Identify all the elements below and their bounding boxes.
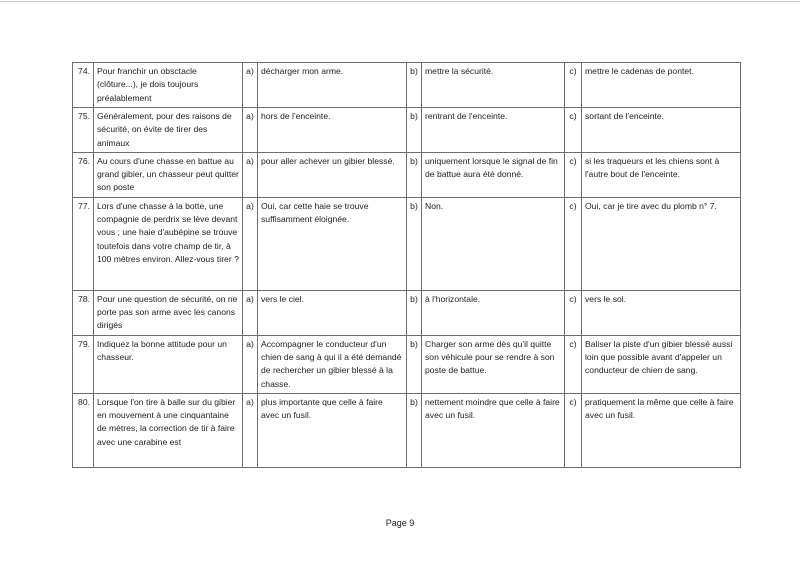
question-number: 77. <box>73 197 94 290</box>
answer-c-label: c) <box>565 152 582 197</box>
answer-a-label: a) <box>243 108 258 153</box>
question-number: 74. <box>73 63 94 108</box>
question-row <box>73 108 741 153</box>
answer-a-label: a) <box>243 290 258 335</box>
answer-b-label: b) <box>407 290 422 335</box>
question-number: 79. <box>73 335 94 393</box>
question-number: 80. <box>73 393 94 467</box>
answer-a-label: a) <box>243 393 258 467</box>
answer-c-label: c) <box>565 63 582 108</box>
answer-c-text: pratiquement la même que celle à faire avec un fusil. <box>582 393 741 467</box>
question-text: Au cours d'une chasse en battue au grand gibier, un chasseur peut quitter son poste <box>94 152 243 197</box>
question-row <box>73 393 741 467</box>
answer-b-label: b) <box>407 335 422 393</box>
answer-c-label: c) <box>565 335 582 393</box>
question-text: Lors d'une chasse à la botte, une compagnie de perdrix se lève devant vous ; une haie d'aubépine se trouve toutefois dans votre champ de tir, à 100 mètres environ. Allez-vous tirer ? <box>94 197 243 290</box>
question-text: Pour franchir un obsctacle (clôture...), je dois toujours préalablement <box>94 63 243 108</box>
answer-b-label: b) <box>407 197 422 290</box>
answer-b-text: mettre la sécurité. <box>422 63 565 108</box>
question-text: Indiquez la bonne attitude pour un chasseur. <box>94 335 243 393</box>
answer-a-text: décharger mon arme. <box>258 63 407 108</box>
question-number: 76. <box>73 152 94 197</box>
answer-b-label: b) <box>407 108 422 153</box>
answer-a-text: Accompagner le conducteur d'un chien de sang à qui il a été demandé de rechercher un gibier blessé à la chasse. <box>258 335 407 393</box>
question-row <box>73 197 741 290</box>
answer-c-label: c) <box>565 393 582 467</box>
answer-b-text: Non. <box>422 197 565 290</box>
answer-a-label: a) <box>243 197 258 290</box>
answer-c-text: vers le sol. <box>582 290 741 335</box>
answer-a-text: Oui, car cette haie se trouve suffisamment éloignée. <box>258 197 407 290</box>
answer-b-text: Charger son arme dès qu'il quitte son véhicule pour se rendre à son poste de battue. <box>422 335 565 393</box>
answer-b-text: uniquement lorsque le signal de fin de battue aura été donné. <box>422 152 565 197</box>
page-number: Page 9 <box>385 518 415 528</box>
question-row <box>73 152 741 197</box>
question-table <box>72 62 741 468</box>
answer-a-label: a) <box>243 63 258 108</box>
question-row <box>73 335 741 393</box>
question-row <box>73 290 741 335</box>
answer-c-label: c) <box>565 197 582 290</box>
answer-c-text: mettre le cadenas de pontet. <box>582 63 741 108</box>
answer-b-text: nettement moindre que celle à faire avec un fusil. <box>422 393 565 467</box>
answer-a-text: pour aller achever un gibier blessé. <box>258 152 407 197</box>
answer-b-text: rentrant de l'enceinte. <box>422 108 565 153</box>
answer-a-label: a) <box>243 152 258 197</box>
question-text: Lorsque l'on tire à balle sur du gibier en mouvement à une cinquantaine de mètres, la correction de tir à faire avec une carabine est <box>94 393 243 467</box>
answer-a-text: hors de l'enceinte. <box>258 108 407 153</box>
answer-a-text: plus importante que celle à faire avec un fusil. <box>258 393 407 467</box>
answer-c-text: si les traqueurs et les chiens sont à l'autre bout de l'enceinte. <box>582 152 741 197</box>
top-border-line <box>0 1 800 2</box>
answer-c-text: Oui, car je tire avec du plomb n° 7. <box>582 197 741 290</box>
question-number: 75. <box>73 108 94 153</box>
question-text: Pour une question de sécurité, on ne porte pas son arme avec les canons dirigés <box>94 290 243 335</box>
answer-b-label: b) <box>407 63 422 108</box>
answer-c-label: c) <box>565 108 582 153</box>
answer-b-text: à l'horizontale. <box>422 290 565 335</box>
question-row <box>73 63 741 108</box>
answer-a-label: a) <box>243 335 258 393</box>
answer-b-label: b) <box>407 393 422 467</box>
answer-c-text: Baliser la piste d'un gibier blessé aussi loin que possible avant d'appeler un conducteur de chien de sang. <box>582 335 741 393</box>
question-text: Généralement, pour des raisons de sécurité, on évite de tirer des animaux <box>94 108 243 153</box>
answer-c-label: c) <box>565 290 582 335</box>
answer-c-text: sortant de l'enceinte. <box>582 108 741 153</box>
question-number: 78. <box>73 290 94 335</box>
answer-a-text: vers le ciel. <box>258 290 407 335</box>
answer-b-label: b) <box>407 152 422 197</box>
